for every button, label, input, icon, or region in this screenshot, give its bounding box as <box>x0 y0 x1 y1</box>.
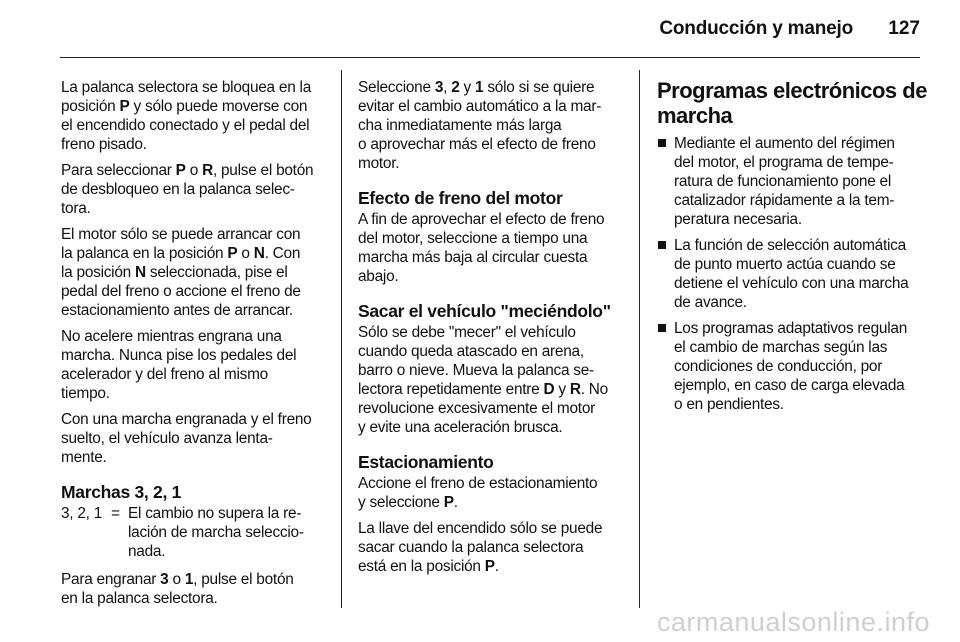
column-3 <box>657 78 927 421</box>
heading-estacionamiento: Estacionamiento <box>358 452 494 472</box>
heading-freno-motor: Efecto de freno del motor <box>358 188 563 208</box>
section-title: Conducción y manejo <box>659 18 853 39</box>
heading-mecer: Sacar el vehículo "meciéndolo" <box>358 301 611 321</box>
paragraph: Para seleccionar P o R, pulse el botón de desbloqueo en la palanca selec- tora. <box>61 162 314 217</box>
list-item-text: La función de selección automática de punto muerto actúa cuando se detiene el vehículo con una marcha de avance. <box>674 237 909 311</box>
paragraph: La llave del encendido sólo se puede sacar cuando la palanca selectora está en la posición P. <box>358 520 603 575</box>
column-2 <box>358 78 628 583</box>
column-divider-1 <box>341 70 342 608</box>
page-number: 127 <box>888 18 920 39</box>
page-header <box>0 0 960 58</box>
paragraph: Para engranar 3 o 1, pulse el botón en la palanca selectora. <box>61 571 294 607</box>
list-item-text: Mediante el aumento del régimen del motor, el programa de tempe- ratura de funcionamiento pone el catalizador rápidamente a la tem- peratura necesaria. <box>674 135 895 228</box>
paragraph: Seleccione 3, 2 y 1 sólo si se quiere evitar el cambio automático a la mar- cha inmediatamente más larga o aprovechar más el efecto de freno motor. <box>358 79 602 172</box>
square-bullet-icon <box>658 139 666 147</box>
paragraph: El motor sólo se puede arrancar con la palanca en la posición P o N. Con la posición N seleccionada, pise el pedal del freno o accione el freno de estacionamiento antes de arrancar. <box>61 226 301 319</box>
list-item <box>657 134 923 229</box>
paragraph: Con una marcha engranada y el freno suelto, el vehículo avanza lenta- mente. <box>61 411 312 466</box>
bullet-list <box>657 134 923 414</box>
column-1 <box>61 78 327 615</box>
column-divider-2 <box>639 70 640 608</box>
square-bullet-icon <box>658 241 666 249</box>
heading-marchas: Marchas 3, 2, 1 <box>61 482 182 502</box>
watermark: carmanualsonline.info <box>656 607 930 637</box>
square-bullet-icon <box>658 324 666 332</box>
paragraph: La palanca selectora se bloquea en la posición P y sólo puede moverse con el encendido conectado y el pedal del freno pisado. <box>61 79 312 153</box>
definition-row <box>61 504 327 561</box>
paragraph: Accione el freno de estacionamiento y seleccione P. <box>358 475 598 511</box>
paragraph: A fin de aprovechar el efecto de freno del motor, seleccione a tiempo una marcha más baja al circular cuesta abajo. <box>358 211 605 285</box>
list-item <box>657 319 923 414</box>
heading-programas: Programas electrónicos de marcha <box>657 78 927 128</box>
definition-separator: = <box>111 505 120 522</box>
paragraph: No acelere mientras engrana una marcha. Nunca pise los pedales del acelerador y del freno al mismo tiempo. <box>61 328 297 402</box>
paragraph: Sólo se debe "mecer" el vehículo cuando queda atascado en arena, barro o nieve. Mueva la palanca se- lectora repetidamente entre D y R. No revolucione excesivamente el motor y evite una aceleración brusca. <box>358 324 608 436</box>
definition-term: 3, 2, 1 <box>61 505 103 522</box>
list-item-text: Los programas adaptativos regulan el cambio de marchas según las condiciones de conducción, por ejemplo, en caso de carga elevada o en pendientes. <box>674 320 908 413</box>
definition-text: El cambio no supera la re- lación de marcha seleccio- nada. <box>128 505 304 560</box>
list-item <box>657 236 923 312</box>
header-rule <box>60 57 920 58</box>
